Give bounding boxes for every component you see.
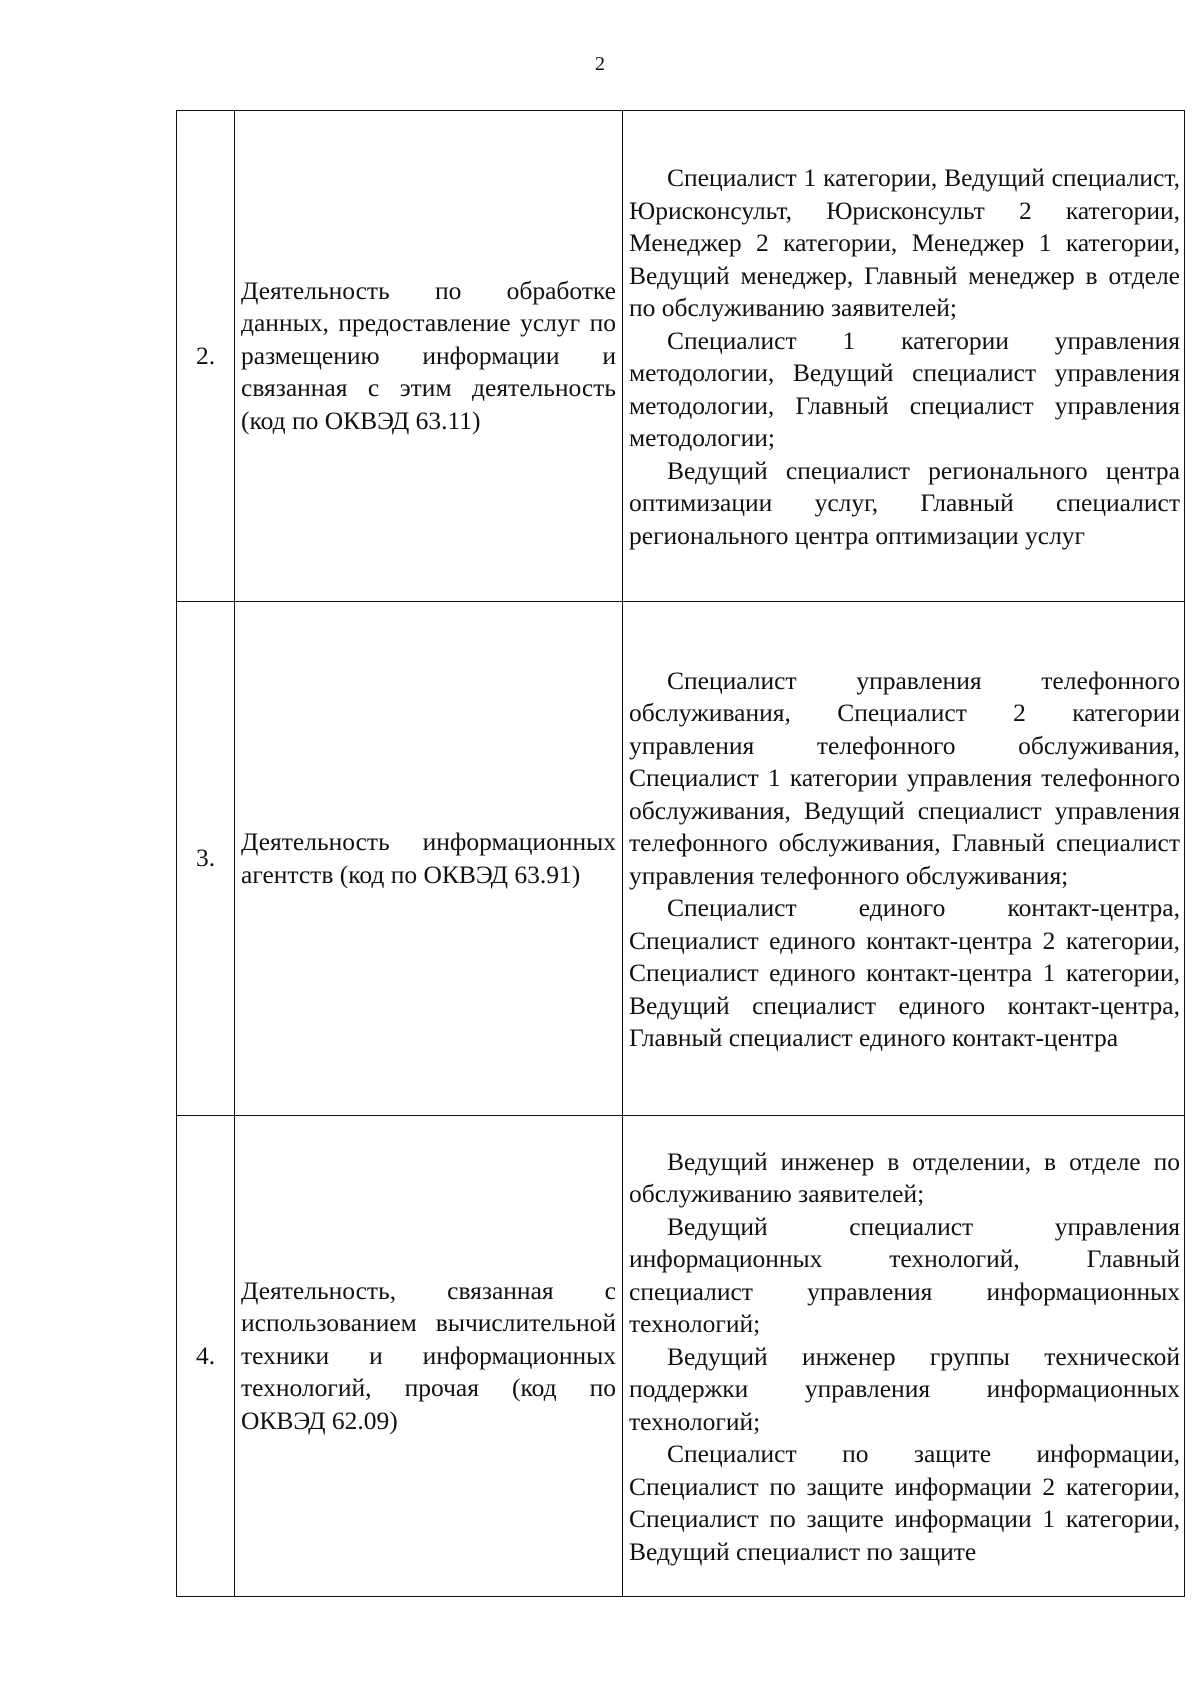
positions-cell	[623, 111, 1185, 602]
positions-paragraph: Ведущий специалист управления информационных технологий, Главный специалист управления информационных технологий;	[629, 1211, 1180, 1339]
positions-paragraph: Специалист 1 категории управления методологии, Ведущий специалист управления методологии, Главный специалист управления методологии;	[629, 325, 1180, 452]
table-row	[177, 602, 1185, 1116]
row-number: 4.	[177, 1116, 235, 1597]
positions-paragraph: Специалист по защите информации, Специалист по защите информации 2 категории, Специалист по защите информации 1 категории, Ведущий специалист по защите	[629, 1439, 1180, 1566]
positions-paragraph: Ведущий инженер в отделении, в отделе по обслуживанию заявителей;	[629, 1146, 1180, 1209]
positions-paragraph: Специалист единого контакт-центра, Специалист единого контакт-центра 2 категории, Специалист единого контакт-центра 1 категории, Ведущий специалист единого контакт-центра, Главный специалист единого контакт-центра	[629, 893, 1180, 1052]
row-number: 3.	[177, 602, 235, 1116]
positions-cell	[623, 602, 1185, 1116]
row-number: 2.	[177, 111, 235, 602]
table-row	[177, 111, 1185, 602]
activity-cell: Деятельность, связанная с использованием вычислительной техники и информационных технологий, прочая (код по ОКВЭД 62.09)	[235, 1116, 623, 1597]
activity-cell: Деятельность информационных агентств (код по ОКВЭД 63.91)	[235, 602, 623, 1116]
positions-paragraph: Ведущий инженер группы технической поддержки управления информационных технологий;	[629, 1341, 1180, 1436]
positions-paragraph: Специалист управления телефонного обслуживания, Специалист 2 категории управления телефонного обслуживания, Специалист 1 категории управления телефонного обслуживания, Ведущий специалист управления телефонного обслуживания, Главный специалист управления телефонного обслуживания;	[629, 665, 1180, 890]
activities-table	[176, 110, 1185, 1597]
page-number: 2	[595, 53, 605, 75]
positions-paragraph: Ведущий специалист регионального центра оптимизации услуг, Главный специалист регионального центра оптимизации услуг	[629, 455, 1180, 550]
table-row	[177, 1116, 1185, 1597]
positions-paragraph: Специалист 1 категории, Ведущий специалист, Юрисконсульт, Юрисконсульт 2 категории, Менеджер 2 категории, Менеджер 1 категории, Ведущий менеджер, Главный менеджер в отделе по обслуживанию заявителей;	[629, 163, 1180, 322]
positions-cell	[623, 1116, 1185, 1597]
activity-cell: Деятельность по обработке данных, предоставление услуг по размещению информации и связанная с этим деятельность (код по ОКВЭД 63.11)	[235, 111, 623, 602]
